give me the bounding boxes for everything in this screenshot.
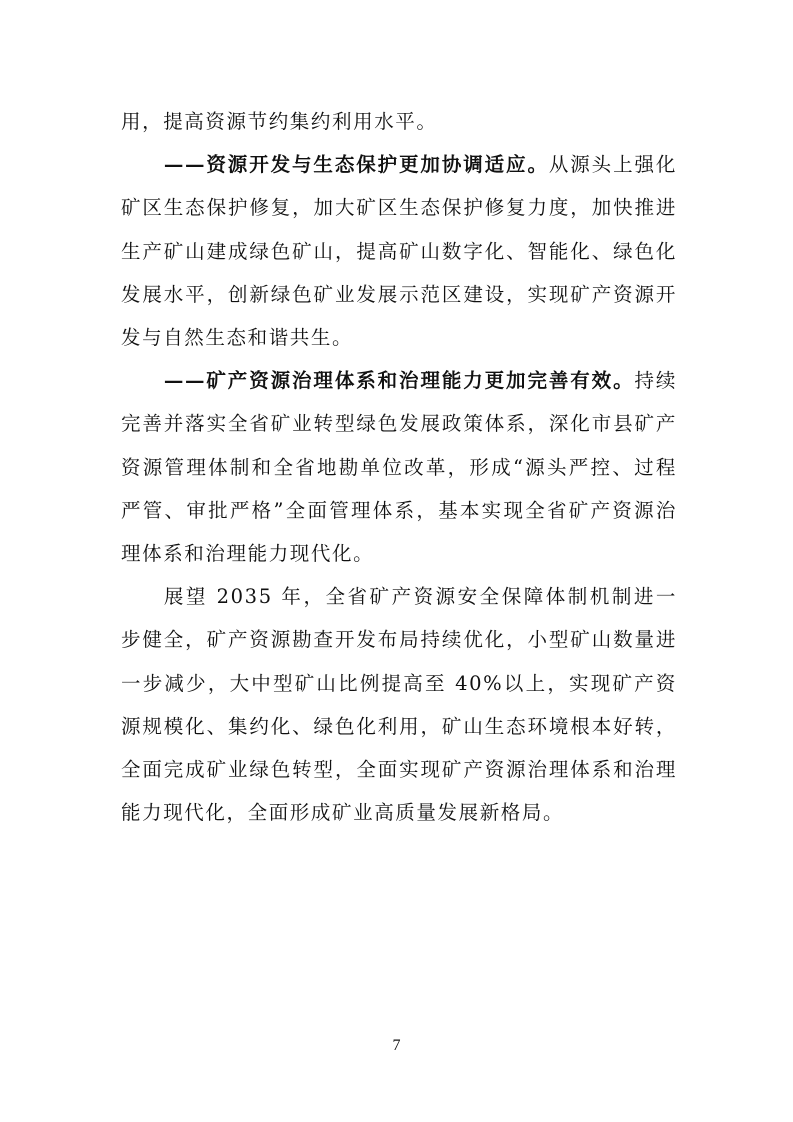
paragraph-body: 从源头上强化矿区生态保护修复，加大矿区生态保护修复力度，加快推进生产矿山建成绿色矿山，提高矿山数字化、智能化、绿色化发展水平，创新绿色矿业发展示范区建设，实现矿产资源开发与自然生态和谐共生。 bbox=[121, 153, 677, 350]
paragraph-body: 用，提高资源节约集约利用水平。 bbox=[121, 110, 438, 133]
paragraph-ecology bbox=[121, 143, 677, 359]
paragraph-continuation bbox=[121, 100, 677, 143]
paragraph-body: 展望 2035 年，全省矿产资源安全保障体制机制进一步健全，矿产资源勘查开发布局持续优化，小型矿山数量进一步减少，大中型矿山比例提高至 40%以上，实现矿产资源规模化、集约化、绿色化利用，矿山生态环境根本好转，全面完成矿业绿色转型，全面实现矿产资源治理体系和治理能力现代化，全面形成矿业高质量发展新格局。 bbox=[121, 585, 677, 825]
paragraph-outlook-2035 bbox=[121, 575, 677, 834]
paragraph-governance bbox=[121, 359, 677, 575]
body-text bbox=[121, 100, 677, 834]
paragraph-heading: ——矿产资源治理体系和治理能力更加完善有效。 bbox=[163, 369, 635, 393]
paragraph-heading: ——资源开发与生态保护更加协调适应。 bbox=[163, 153, 549, 177]
paragraph-body: 持续完善并落实全省矿业转型绿色发展政策体系，深化市县矿产资源管理体制和全省地勘单位改革，形成“源头严控、过程严管、审批严格”全面管理体系，基本实现全省矿产资源治理体系和治理能力现代化。 bbox=[121, 369, 678, 566]
page-number: 7 bbox=[392, 1037, 401, 1054]
